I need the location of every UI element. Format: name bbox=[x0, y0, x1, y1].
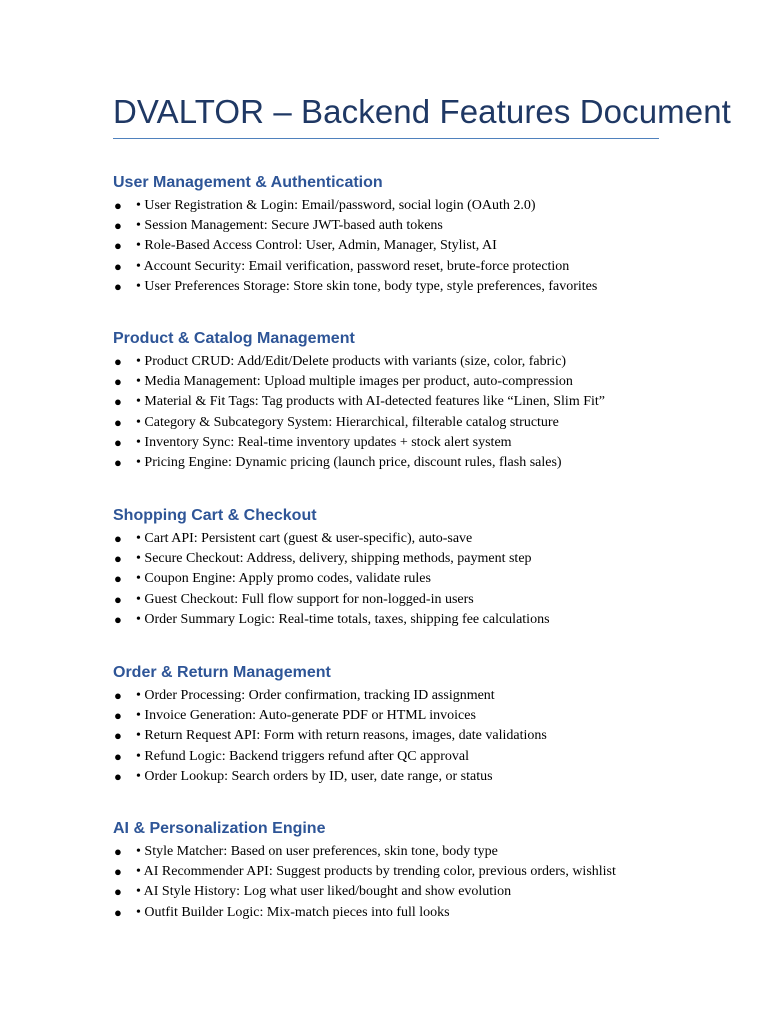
section-heading: Shopping Cart & Checkout bbox=[113, 507, 317, 524]
list-item bbox=[113, 453, 673, 473]
list-item bbox=[113, 686, 673, 706]
list-item bbox=[113, 862, 673, 882]
list-item bbox=[113, 433, 673, 453]
section-heading: Product & Catalog Management bbox=[113, 330, 355, 347]
list-item bbox=[113, 706, 673, 726]
list-item-text: • Session Management: Secure JWT-based auth tokens bbox=[136, 218, 443, 234]
list-item-text: • Return Request API: Form with return reasons, images, date validations bbox=[136, 728, 547, 744]
list-item bbox=[113, 392, 673, 412]
bullet-icon: ● bbox=[114, 864, 122, 880]
bullet-icon: ● bbox=[114, 278, 122, 294]
list-item bbox=[113, 747, 673, 767]
list-item bbox=[113, 216, 673, 236]
title-underline bbox=[113, 138, 659, 139]
list-item-text: • Inventory Sync: Real-time inventory updates + stock alert system bbox=[136, 434, 512, 450]
list-item-text: • Account Security: Email verification, password reset, brute-force protection bbox=[136, 258, 570, 274]
list-item-text: • Pricing Engine: Dynamic pricing (launch price, discount rules, flash sales) bbox=[136, 455, 562, 471]
list-item-text: • Order Lookup: Search orders by ID, user, date range, or status bbox=[136, 768, 493, 784]
list-item-text: • Cart API: Persistent cart (guest & user-specific), auto-save bbox=[136, 531, 473, 546]
list-item bbox=[113, 767, 673, 787]
bullet-icon: ● bbox=[114, 551, 122, 567]
section-heading: User Management & Authentication bbox=[113, 174, 383, 191]
list-item-text: • AI Style History: Log what user liked/bought and show evolution bbox=[136, 884, 512, 900]
bullet-icon: ● bbox=[114, 354, 122, 369]
bullet-icon: ● bbox=[114, 238, 122, 254]
list-item bbox=[113, 236, 673, 256]
bullet-icon: ● bbox=[114, 844, 122, 859]
bullet-icon: ● bbox=[114, 748, 122, 764]
bullet-icon: ● bbox=[114, 434, 122, 450]
section-heading: AI & Personalization Engine bbox=[113, 820, 326, 837]
bullet-icon: ● bbox=[114, 571, 122, 587]
list-item-text: • Category & Subcategory System: Hierarchical, filterable catalog structure bbox=[136, 414, 559, 430]
section-user-management bbox=[113, 172, 673, 297]
list-item bbox=[113, 903, 673, 923]
feature-list bbox=[113, 842, 673, 923]
bullet-icon: ● bbox=[114, 414, 122, 430]
list-item-text: • Order Processing: Order confirmation, tracking ID assignment bbox=[136, 688, 495, 703]
feature-list bbox=[113, 196, 673, 297]
list-item-text: • Refund Logic: Backend triggers refund after QC approval bbox=[136, 748, 470, 764]
bullet-icon: ● bbox=[114, 455, 122, 471]
list-item bbox=[113, 590, 673, 610]
list-item bbox=[113, 277, 673, 297]
list-item-text: • Order Summary Logic: Real-time totals, taxes, shipping fee calculations bbox=[136, 611, 550, 627]
section-heading: Order & Return Management bbox=[113, 664, 331, 681]
list-item bbox=[113, 842, 673, 862]
list-item-text: • Guest Checkout: Full flow support for non-logged-in users bbox=[136, 591, 474, 607]
list-item bbox=[113, 549, 673, 569]
list-item bbox=[113, 882, 673, 902]
feature-list bbox=[113, 352, 673, 473]
list-item-text: • Media Management: Upload multiple images per product, auto-compression bbox=[136, 374, 573, 390]
list-item bbox=[113, 352, 673, 372]
list-item-text: • Material & Fit Tags: Tag products with AI-detected features like “Linen, Slim Fit” bbox=[136, 394, 605, 410]
bullet-icon: ● bbox=[114, 258, 122, 274]
list-item-text: • Product CRUD: Add/Edit/Delete products with variants (size, color, fabric) bbox=[136, 354, 567, 369]
list-item-text: • User Registration & Login: Email/password, social login (OAuth 2.0) bbox=[136, 198, 536, 213]
bullet-icon: ● bbox=[114, 198, 122, 213]
bullet-icon: ● bbox=[114, 374, 122, 390]
list-item bbox=[113, 569, 673, 589]
bullet-icon: ● bbox=[114, 611, 122, 627]
list-item-text: • Outfit Builder Logic: Mix-match pieces into full looks bbox=[136, 904, 450, 920]
document-title: DVALTOR – Backend Features Document bbox=[113, 93, 731, 130]
list-item bbox=[113, 529, 673, 549]
bullet-icon: ● bbox=[114, 708, 122, 724]
list-item-text: • AI Recommender API: Suggest products by trending color, previous orders, wishlist bbox=[136, 864, 616, 880]
list-item bbox=[113, 196, 673, 216]
list-item-text: • Style Matcher: Based on user preferences, skin tone, body type bbox=[136, 844, 498, 859]
bullet-icon: ● bbox=[114, 728, 122, 744]
bullet-icon: ● bbox=[114, 591, 122, 607]
bullet-icon: ● bbox=[114, 768, 122, 784]
section-order-return bbox=[113, 662, 673, 787]
list-item-text: • Invoice Generation: Auto-generate PDF or HTML invoices bbox=[136, 708, 476, 724]
list-item-text: • Coupon Engine: Apply promo codes, validate rules bbox=[136, 571, 431, 587]
list-item-text: • Role-Based Access Control: User, Admin, Manager, Stylist, AI bbox=[136, 238, 497, 254]
list-item bbox=[113, 413, 673, 433]
feature-list bbox=[113, 686, 673, 787]
feature-list bbox=[113, 529, 673, 630]
section-shopping-cart bbox=[113, 505, 673, 630]
list-item-text: • Secure Checkout: Address, delivery, shipping methods, payment step bbox=[136, 551, 532, 567]
list-item bbox=[113, 372, 673, 392]
bullet-icon: ● bbox=[114, 688, 122, 703]
bullet-icon: ● bbox=[114, 904, 122, 920]
bullet-icon: ● bbox=[114, 884, 122, 900]
section-ai-personalization bbox=[113, 818, 673, 923]
bullet-icon: ● bbox=[114, 218, 122, 234]
list-item bbox=[113, 726, 673, 746]
bullet-icon: ● bbox=[114, 531, 122, 546]
list-item bbox=[113, 257, 673, 277]
list-item-text: • User Preferences Storage: Store skin tone, body type, style preferences, favorites bbox=[136, 278, 598, 294]
list-item bbox=[113, 610, 673, 630]
section-product-catalog bbox=[113, 328, 673, 473]
bullet-icon: ● bbox=[114, 394, 122, 410]
